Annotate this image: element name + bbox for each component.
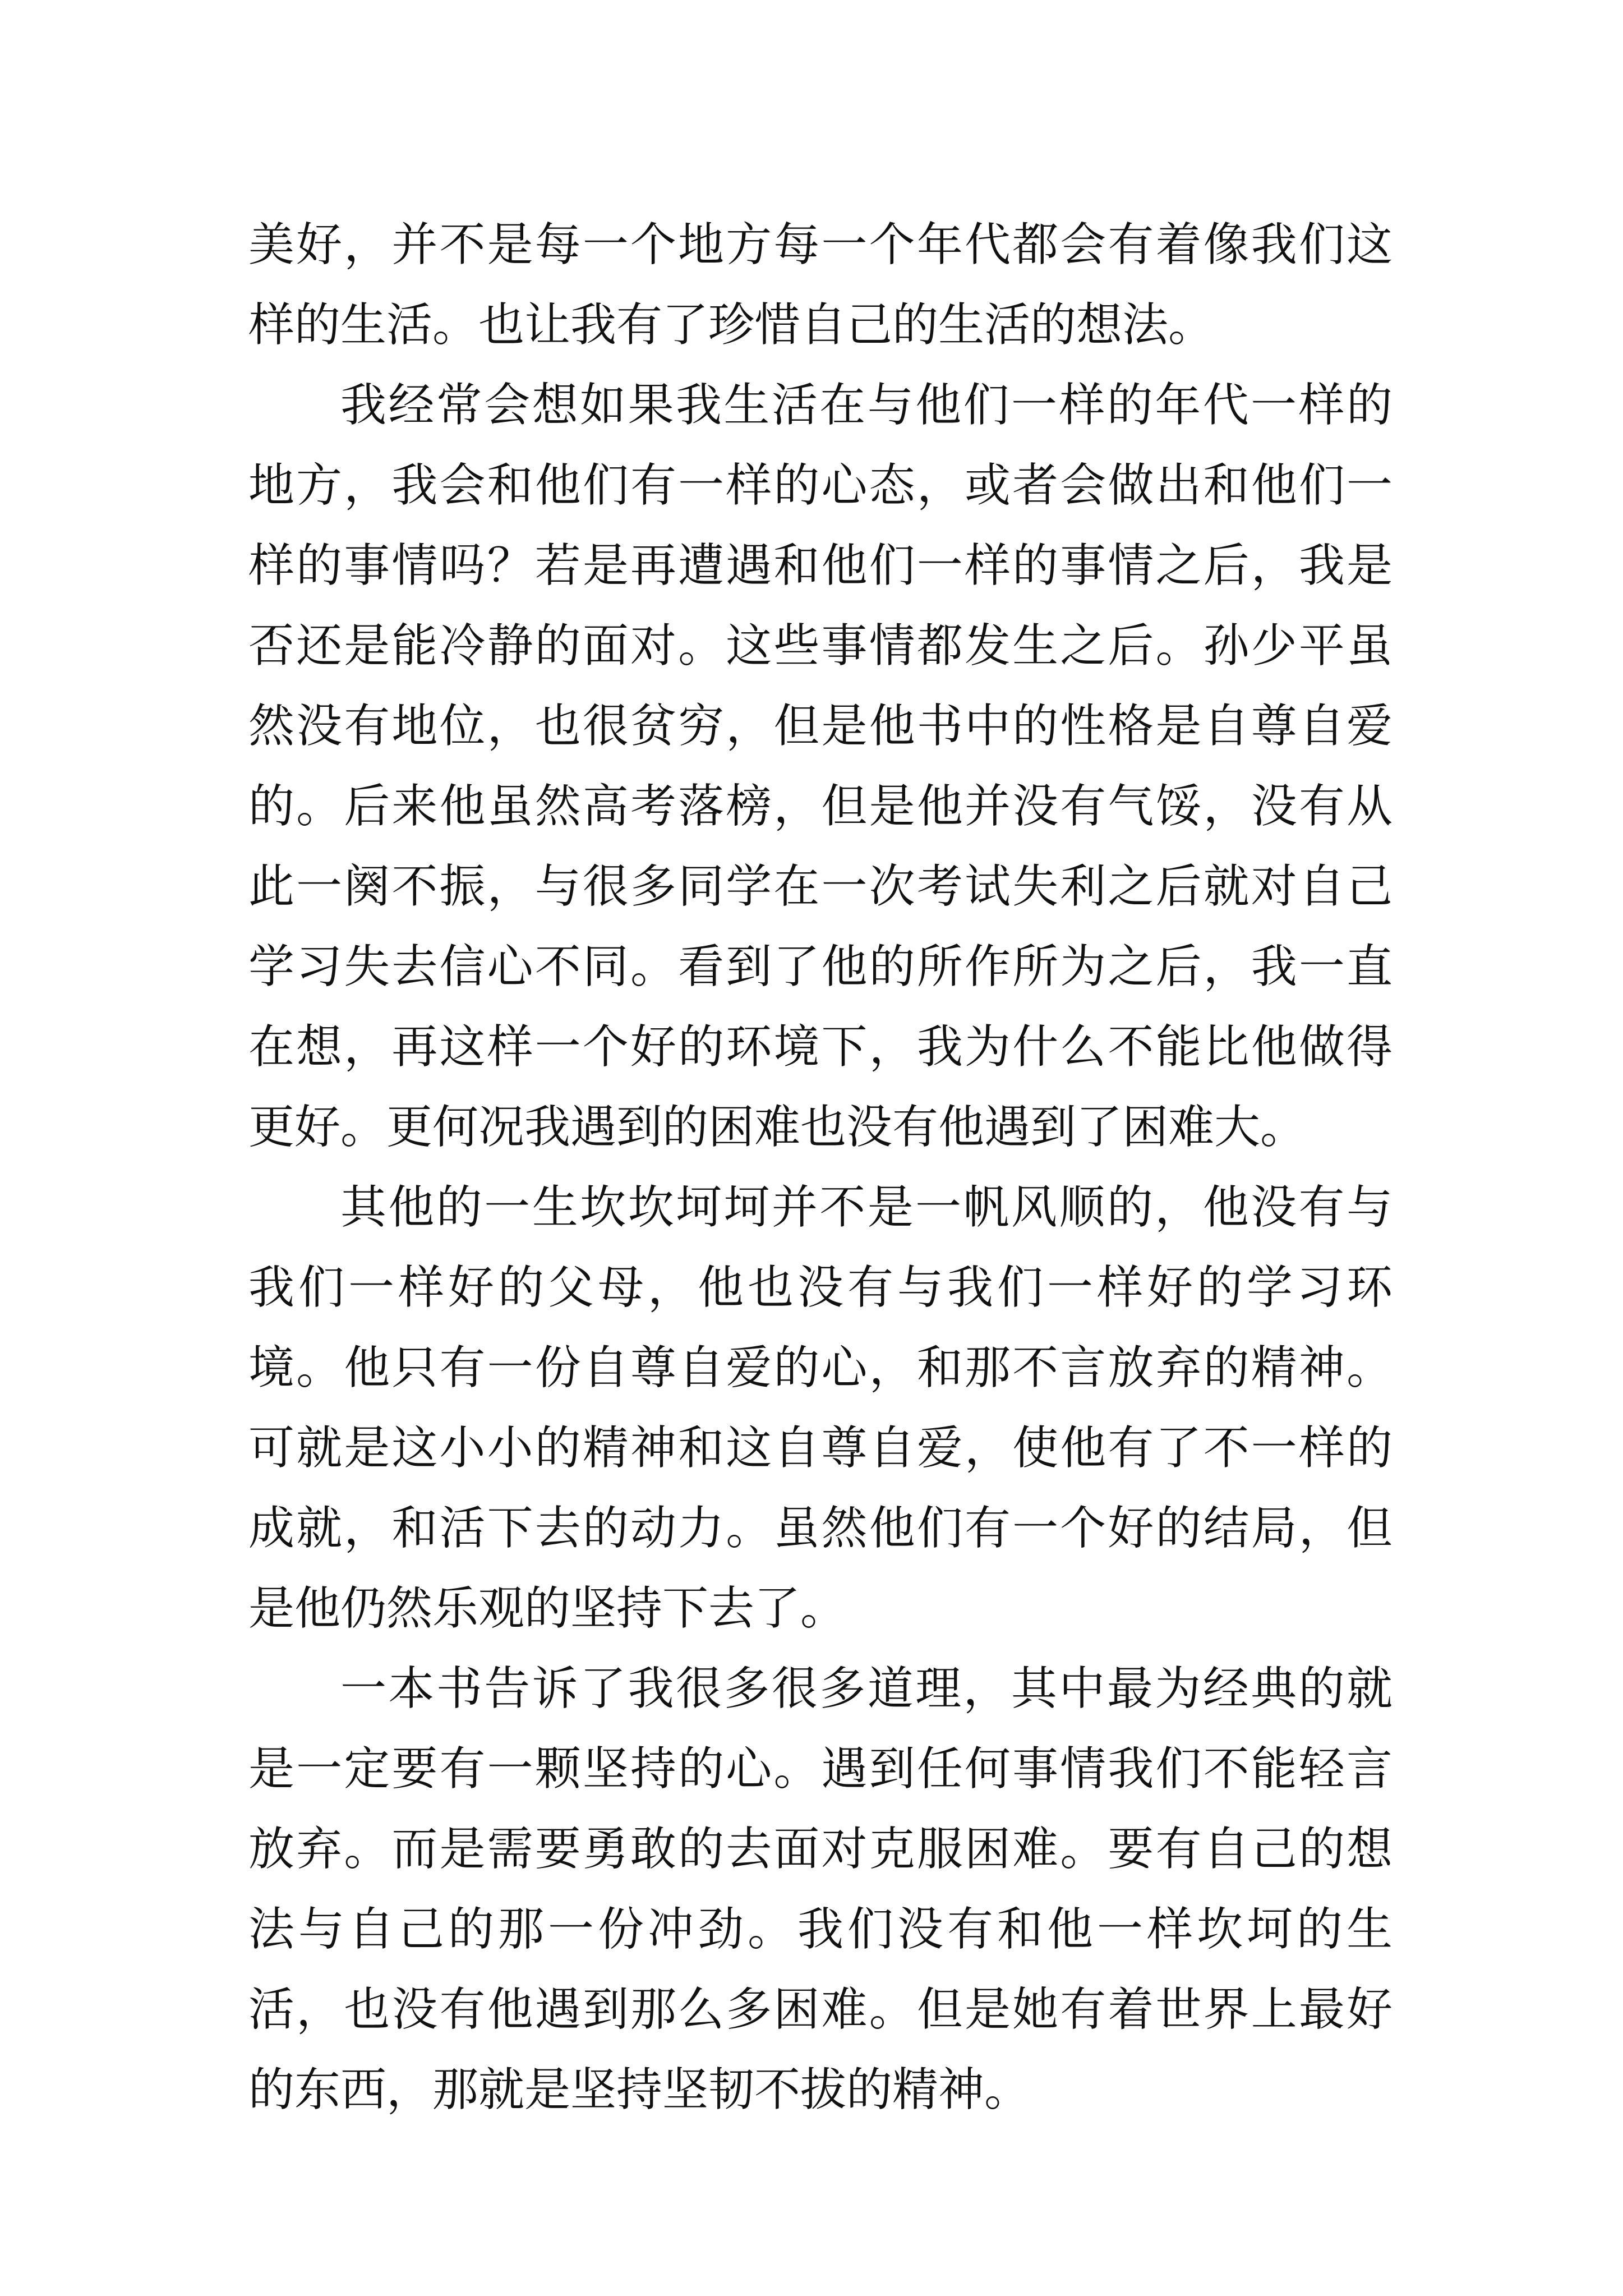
paragraph-continuation: 美好，并不是每一个地方每一个年代都会有着像我们这样的生活。也让我有了珍惜自己的生活的想法。	[248, 218, 1393, 352]
paragraph: 一本书告诉了我很多很多道理，其中最为经典的就是一定要有一颗坚持的心。遇到任何事情我们不能轻言放弃。而是需要勇敢的去面对克服困难。要有自己的想法与自己的那一份冲劲。我们没有和他一样坎坷的生活，也没有他遇到那么多困难。但是她有着世界上最好的东西，那就是坚持坚韧不拔的精神。	[248, 1662, 1393, 2116]
document-body	[248, 205, 1393, 2130]
paragraph: 其他的一生坎坎坷坷并不是一帆风顺的，他没有与我们一样好的父母，他也没有与我们一样好的学习环境。他只有一份自尊自爱的心，和那不言放弃的精神。可就是这小小的精神和这自尊自爱，使他有了不一样的成就，和活下去的动力。虽然他们有一个好的结局，但是他仍然乐观的坚持下去了。	[248, 1181, 1393, 1635]
paragraph: 我经常会想如果我生活在与他们一样的年代一样的地方，我会和他们有一样的心态，或者会做出和他们一样的事情吗？若是再遭遇和他们一样的事情之后，我是否还是能冷静的面对。这些事情都发生之后。孙少平虽然没有地位，也很贫穷，但是他书中的性格是自尊自爱的。后来他虽然高考落榜，但是他并没有气馁，没有从此一阕不振，与很多同学在一次考试失利之后就对自己学习失去信心不同。看到了他的所作所为之后，我一直在想，再这样一个好的环境下，我为什么不能比他做得更好。更何况我遇到的困难也没有他遇到了困难大。	[248, 379, 1393, 1154]
